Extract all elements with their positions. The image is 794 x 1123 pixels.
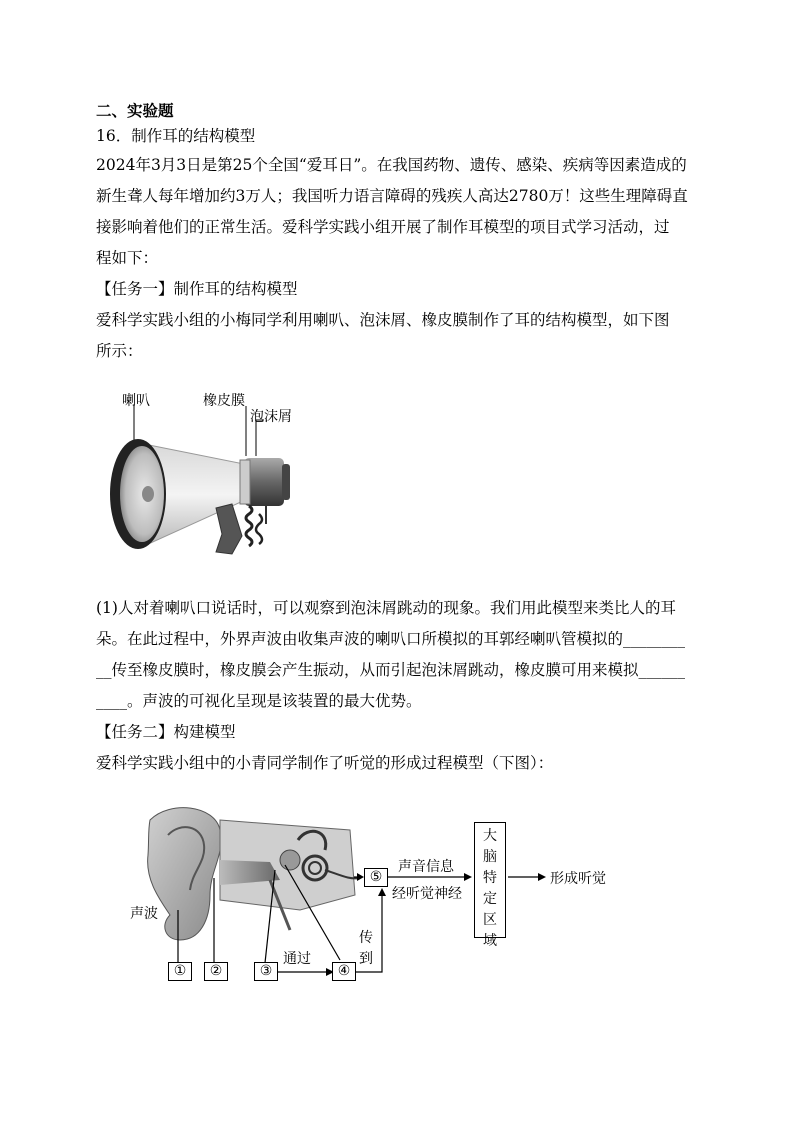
label-foam: 泡沫屑 <box>250 409 292 425</box>
task1-heading: 【任务一】制作耳的结构模型 <box>96 280 298 298</box>
sub1-line-2: 朵。在此过程中，外界声波由收集声波的喇叭口所模拟的耳郭经喇叭管模拟的________ <box>96 630 686 648</box>
box-4: ④ <box>332 962 356 981</box>
box-1: ① <box>168 962 192 981</box>
label-horn: 喇叭 <box>122 393 150 409</box>
label-sound-info: 声音信息 <box>398 859 454 875</box>
label-result: 形成听觉 <box>550 871 606 887</box>
sub1-line-4: ____。声波的可视化呈现是该装置的最大优势。 <box>96 692 422 710</box>
box-2: ② <box>204 962 228 981</box>
sub1-line-3: __传至橡皮膜时，橡皮膜会产生振动，从而引起泡沫屑跳动，橡皮膜可用来模拟______ <box>96 661 686 679</box>
label-nerve: 经听觉神经 <box>392 886 462 902</box>
question-title: 16．制作耳的结构模型 <box>96 127 256 145</box>
intro-line-3: 接影响着他们的正常生活。爱科学实践小组开展了制作耳模型的项目式学习活动，过 <box>96 218 670 236</box>
box-5: ⑤ <box>364 868 388 887</box>
task2-heading: 【任务二】构建模型 <box>96 723 236 741</box>
sub1-line-1: (1)人对着喇叭口说话时，可以观察到泡沫屑跳动的现象。我们用此模型来类比人的耳 <box>96 599 676 617</box>
section-heading: 二、实验题 <box>96 101 174 120</box>
intro-line-2: 新生聋人每年增加约3万人；我国听力语言障碍的残疾人高达2780万！这些生理障碍直 <box>96 187 688 205</box>
label-sound-wave: 声波 <box>130 906 158 922</box>
task1-line-2: 所示： <box>96 342 143 360</box>
megaphone-figure <box>104 384 304 574</box>
label-membrane: 橡皮膜 <box>203 393 245 409</box>
box-3: ③ <box>254 962 278 981</box>
box-brain-area: 大脑特定区域 <box>474 822 506 938</box>
intro-line-1: 2024年3月3日是第25个全国“爱耳日”。在我国药物、遗传、感染、疾病等因素造成的 <box>96 156 687 174</box>
hearing-diagram <box>120 800 620 990</box>
task2-line-1: 爱科学实践小组中的小青同学制作了听觉的形成过程模型（下图）： <box>96 754 554 772</box>
label-via: 通过 <box>283 951 311 967</box>
task1-line-1: 爱科学实践小组的小梅同学利用喇叭、泡沫屑、橡皮膜制作了耳的结构模型，如下图 <box>96 311 670 329</box>
label-transmit: 传到 <box>359 930 373 967</box>
intro-line-4: 程如下： <box>96 249 159 267</box>
